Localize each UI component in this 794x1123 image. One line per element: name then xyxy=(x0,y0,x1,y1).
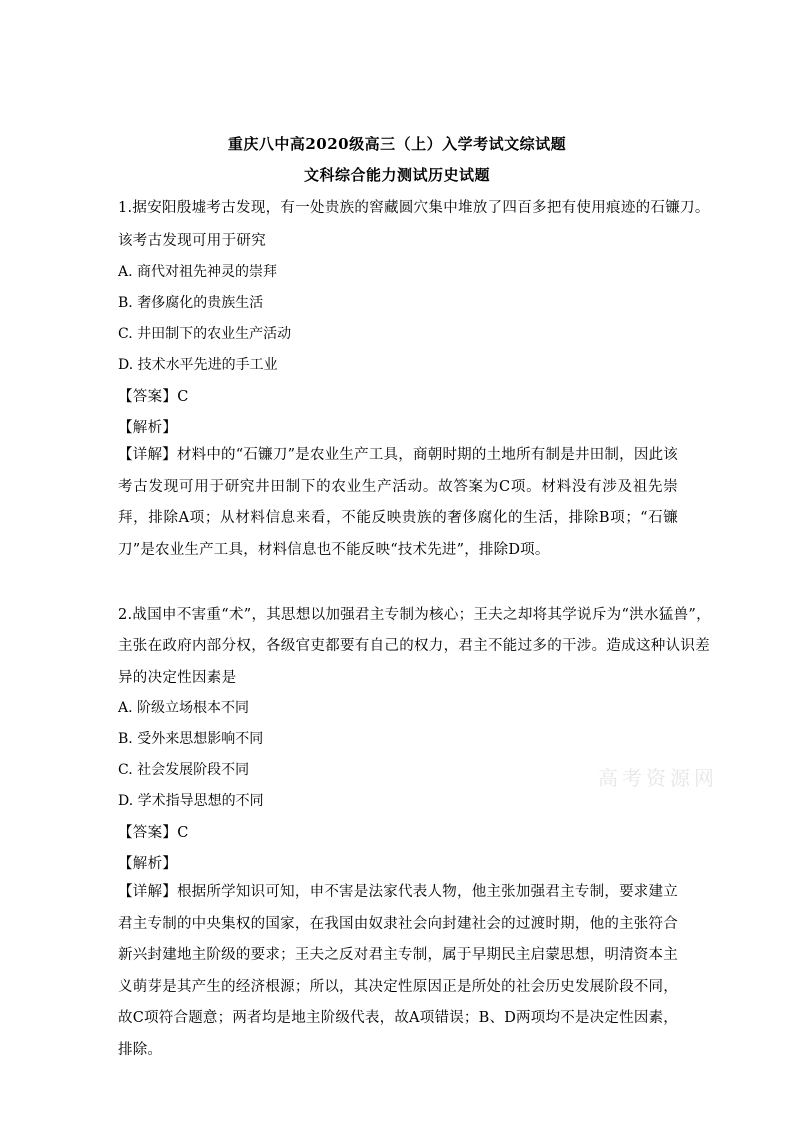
question-1-option-a: A. 商代对祖先神灵的崇拜 xyxy=(118,264,278,280)
exam-title: 重庆八中高2020级高三（上）入学考试文综试题 xyxy=(227,135,567,153)
question-2-analysis-label: 【解析】 xyxy=(118,856,178,872)
question-1-detail: 【详解】材料中的“石镰刀”是农业生产工具，商朝时期的土地所有制是井田制，因此该考古发现可用于研究井田制下的农业生产活动。故答案为C项。材料没有涉及祖先崇拜，排除A项；从材料信息来看，不能反映贵族的奢侈腐化的生活，排除B项；“石镰刀”是农业生产工具，材料信息也不能反映“技术先进”，排除D项。 xyxy=(118,447,678,558)
question-1-option-b: B. 奢侈腐化的贵族生活 xyxy=(118,295,264,311)
question-1-option-c: C. 井田制下的农业生产活动 xyxy=(118,326,292,342)
question-2-stem-line-1: 2.战国申不害重“术”，其思想以加强君主专制为核心；王夫之却将其学说斥为“洪水猛兽”， xyxy=(118,607,711,623)
question-1-answer: 【答案】C xyxy=(118,389,189,405)
question-2-stem-line-3: 异的决定性因素是 xyxy=(118,670,237,686)
question-1-stem-line-2: 该考古发现可用于研究 xyxy=(118,233,266,249)
watermark: 高考资源网 xyxy=(598,766,718,790)
question-2-option-c: C. 社会发展阶段不同 xyxy=(118,762,250,778)
question-1-analysis-label: 【解析】 xyxy=(118,420,178,436)
question-2-option-d: D. 学术指导思想的不同 xyxy=(118,793,264,809)
question-1-option-d: D. 技术水平先进的手工业 xyxy=(118,357,278,373)
question-1-stem-line-1: 1.据安阳殷墟考古发现，有一处贵族的窖藏圆穴集中堆放了四百多把有使用痕迹的石镰刀。 xyxy=(118,200,710,216)
question-2-stem-line-2: 主张在政府内部分权，各级官吏都要有自己的权力，君主不能过多的干涉。造成这种认识差 xyxy=(118,638,710,654)
question-2-detail: 【详解】根据所学知识可知，申不害是法家代表人物，他主张加强君主专制，要求建立君主专制的中央集权的国家，在我国由奴隶社会向封建社会的过渡时期，他的主张符合新兴封建地主阶级的要求；王夫之反对君主专制，属于早期民主启蒙思想，明清资本主义萌芽是其产生的经济根源；所以，其决定性原因正是所处的社会历史发展阶段不同，故C项符合题意；两者均是地主阶级代表，故A项错误；B、D两项均不是决定性因素，排除。 xyxy=(118,884,678,1058)
question-2-option-a: A. 阶级立场根本不同 xyxy=(118,700,250,716)
exam-subtitle: 文科综合能力测试历史试题 xyxy=(303,166,490,184)
question-2-option-b: B. 受外来思想影响不同 xyxy=(118,731,264,747)
question-2-answer: 【答案】C xyxy=(118,825,189,841)
